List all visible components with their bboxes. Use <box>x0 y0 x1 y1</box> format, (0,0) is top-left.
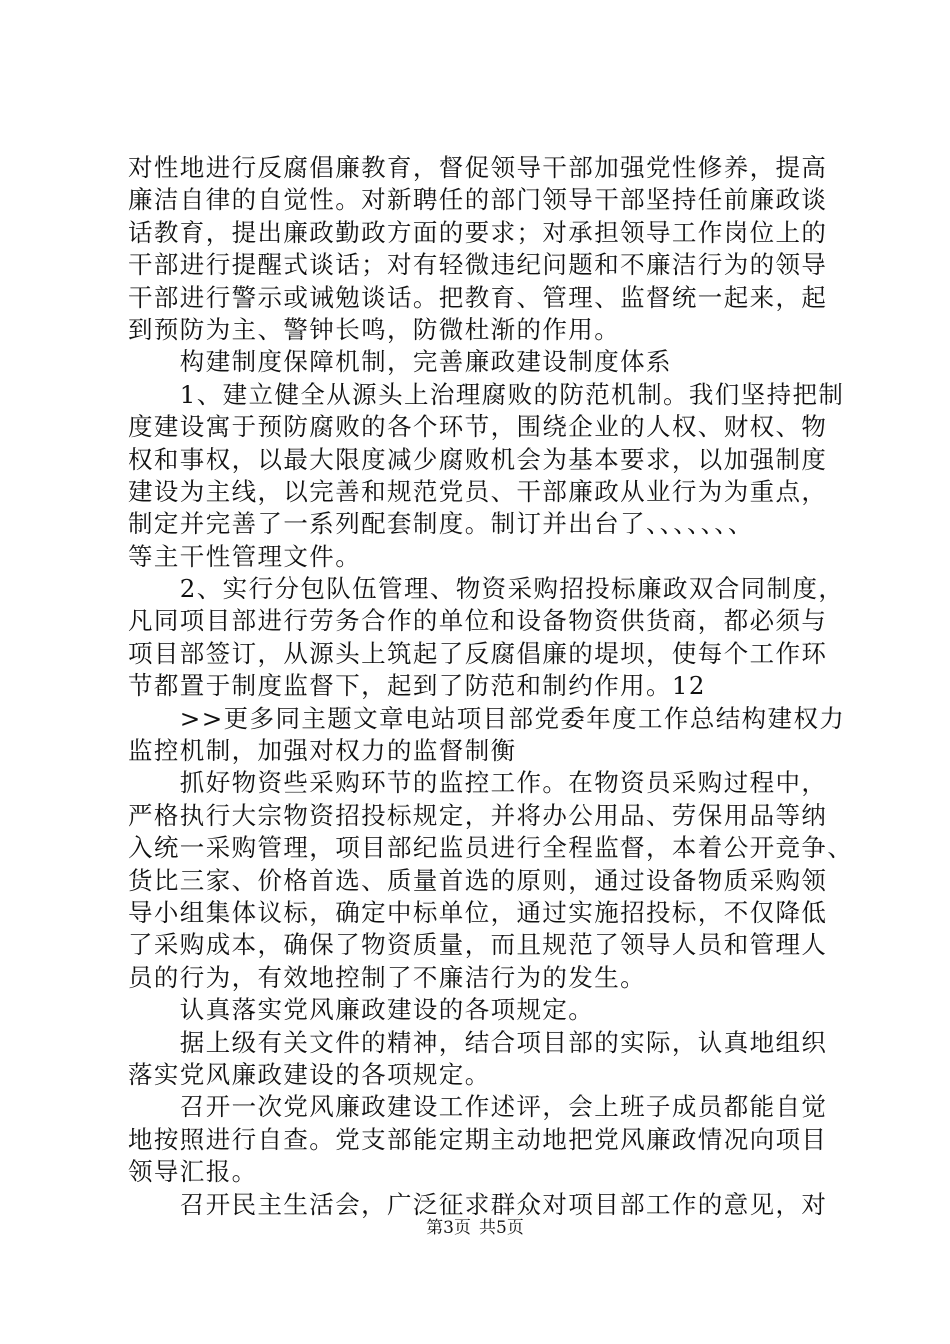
text-line: 干部进行提醒式谈话；对有轻微违纪问题和不廉洁行为的领导 <box>128 250 828 280</box>
text-line: 节都置于制度监督下，起到了防范和制约作用。12 <box>128 671 706 701</box>
text-line: 2、实行分包队伍管理、物资采购招投标廉政双合同制度， <box>128 574 845 604</box>
text-line: 1、建立健全从源头上治理腐败的防范机制。我们坚持把制 <box>128 379 845 409</box>
text-line: 建设为主线，以完善和规范党员、干部廉政从业行为为重点， <box>128 476 828 506</box>
section-heading: 认真落实党风廉政建设的各项规定。 <box>128 995 595 1025</box>
text-line: 召开一次党风廉政建设工作述评，会上班子成员都能自觉 <box>128 1092 828 1122</box>
text-line: 廉洁自律的自觉性。对新聘任的部门领导干部坚持任前廉政谈 <box>128 185 828 215</box>
text-line: 等主干性管理文件。 <box>128 541 362 571</box>
page-number: 第3页 <box>426 1218 471 1238</box>
text-line: 到预防为主、警钟长鸣，防微杜渐的作用。 <box>128 314 621 344</box>
text-line: 度建设寓于预防腐败的各个环节，围绕企业的人权、财权、物 <box>128 412 828 442</box>
more-articles-line: >>更多同主题文章电站项目部党委年度工作总结构建权力 <box>128 703 846 733</box>
text-line: 导小组集体议标，确定中标单位，通过实施招投标，不仅降低 <box>128 897 828 927</box>
text-line: 权和事权，以最大限度减少腐败机会为基本要求，以加强制度 <box>128 444 828 474</box>
text-line: 领导汇报。 <box>128 1157 258 1187</box>
text-line: 抓好物资些采购环节的监控工作。在物资员采购过程中， <box>128 768 828 798</box>
page-total: 共5页 <box>479 1218 524 1238</box>
text-line: 凡同项目部进行劳务合作的单位和设备物资供货商，都必须与 <box>128 606 828 636</box>
text-line: 监控机制，加强对权力的监督制衡 <box>128 736 517 766</box>
text-line: 货比三家、价格首选、质量首选的原则，通过设备物质采购领 <box>128 865 828 895</box>
text-line: 据上级有关文件的精神，结合项目部的实际，认真地组织 <box>128 1027 828 1057</box>
text-line: 制定并完善了一系列配套制度。制订并出台了、、、、、、、 <box>128 509 754 539</box>
text-line: 员的行为，有效地控制了不廉洁行为的发生。 <box>128 962 646 992</box>
text-line: 项目部签订，从源头上筑起了反腐倡廉的堤坝，使每个工作环 <box>128 638 828 668</box>
page-footer <box>0 1213 950 1238</box>
text-line: 召开民主生活会，广泛征求群众对项目部工作的意见，对 <box>128 1189 828 1219</box>
text-line: 话教育，提出廉政勤政方面的要求；对承担领导工作岗位上的 <box>128 217 828 247</box>
text-line: 严格执行大宗物资招投标规定，并将办公用品、劳保用品等纳 <box>128 800 828 830</box>
section-heading: 构建制度保障机制，完善廉政建设制度体系 <box>128 347 672 377</box>
text-line: 入统一采购管理，项目部纪监员进行全程监督，本着公开竞争、 <box>128 833 854 863</box>
text-line: 地按照进行自查。党支部能定期主动地把党风廉政情况向项目 <box>128 1124 828 1154</box>
text-line: 对性地进行反腐倡廉教育，督促领导干部加强党性修养，提高 <box>128 153 828 182</box>
text-line: 了采购成本，确保了物资质量，而且规范了领导人员和管理人 <box>128 930 828 960</box>
text-line: 干部进行警示或诫勉谈话。把教育、管理、监督统一起来，起 <box>128 282 828 312</box>
body-text <box>128 152 854 1221</box>
text-line: 落实党风廉政建设的各项规定。 <box>128 1059 491 1089</box>
